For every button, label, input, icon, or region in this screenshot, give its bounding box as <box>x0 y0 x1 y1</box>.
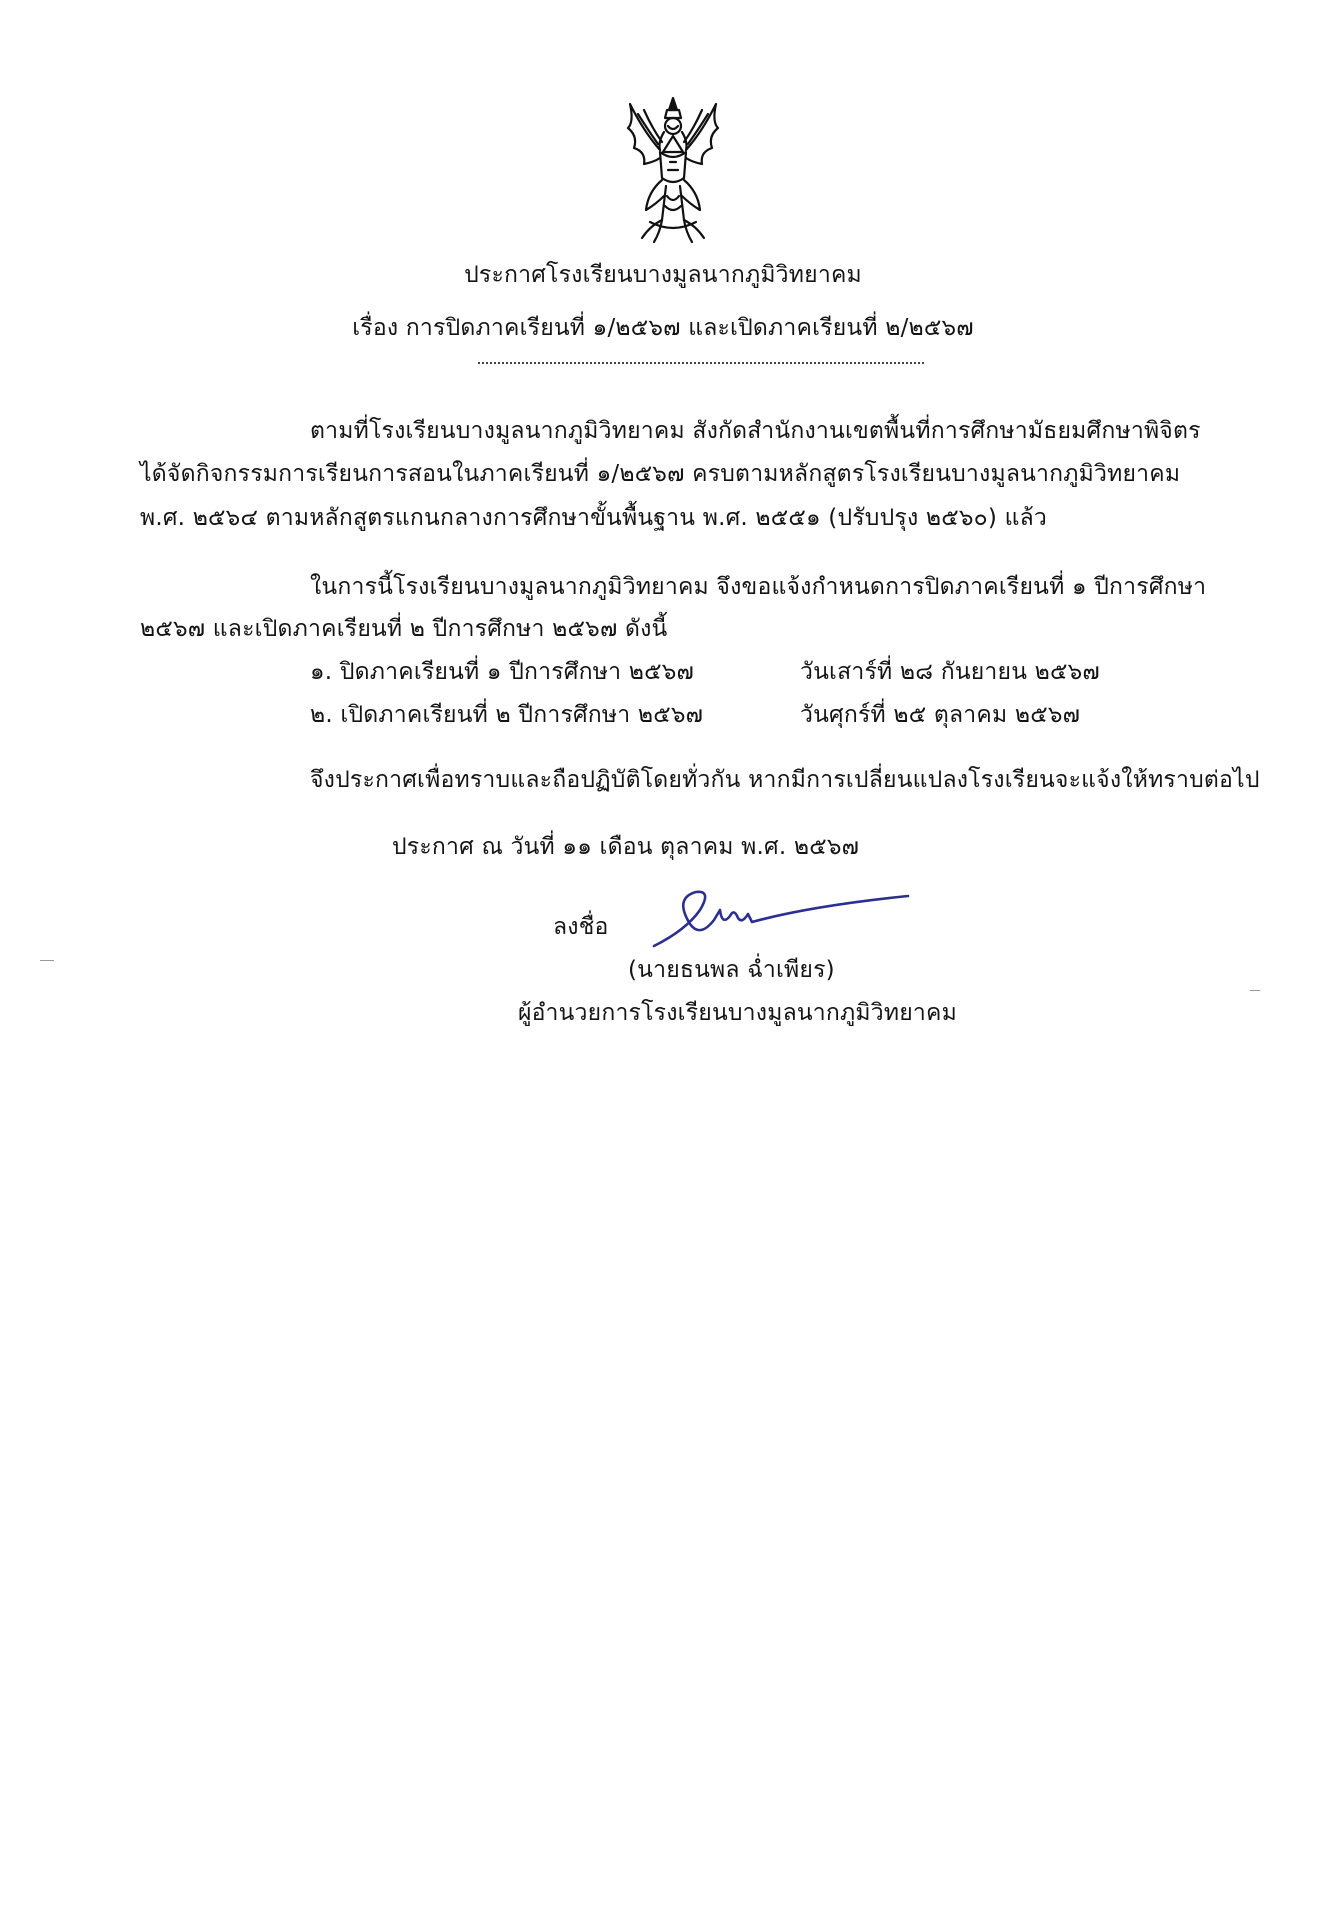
scan-speck <box>40 960 54 961</box>
scan-speck <box>1250 990 1260 991</box>
signatory-position: ผู้อำนวยการโรงเรียนบางมูลนากภูมิวิทยาคม <box>518 1000 957 1026</box>
schedule-item-2: ๒. เปิดภาคเรียนที่ ๒ ปีการศึกษา ๒๕๖๗ <box>310 702 704 728</box>
para1-line2: ได้จัดกิจกรรมการเรียนการสอนในภาคเรียนที่ ๑/๒๕๖๗ ครบตามหลักสูตรโรงเรียนบางมูลนากภูมิวิทยาคม <box>140 461 1181 487</box>
signature-label: ลงชื่อ <box>553 914 609 940</box>
dotted-divider <box>478 362 924 364</box>
garuda-emblem-icon <box>620 92 726 248</box>
schedule-item-1: ๑. ปิดภาคเรียนที่ ๑ ปีการศึกษา ๒๕๖๗ <box>310 659 694 685</box>
announcement-title: ประกาศโรงเรียนบางมูลนากภูมิวิทยาคม <box>464 262 862 288</box>
para1-line1: ตามที่โรงเรียนบางมูลนากภูมิวิทยาคม สังกัดสำนักงานเขตพื้นที่การศึกษามัธยมศึกษาพิจิตร <box>310 418 1201 444</box>
para3-closing: จึงประกาศเพื่อทราบและถือปฏิบัติโดยทั่วกัน หากมีการเปลี่ยนแปลงโรงเรียนจะแจ้งให้ทราบต่อไป <box>310 767 1260 793</box>
schedule-date-1: วันเสาร์ที่ ๒๘ กันยายน ๒๕๖๗ <box>800 659 1100 685</box>
para1-line3: พ.ศ. ๒๕๖๔ ตามหลักสูตรแกนกลางการศึกษาขั้นพื้นฐาน พ.ศ. ๒๕๕๑ (ปรับปรุง ๒๕๖๐) แล้ว <box>140 505 1048 531</box>
announce-date: ประกาศ ณ วันที่ ๑๑ เดือน ตุลาคม พ.ศ. ๒๕๖๗ <box>392 834 860 860</box>
signature-scribble <box>640 880 920 960</box>
schedule-date-2: วันศุกร์ที่ ๒๕ ตุลาคม ๒๕๖๗ <box>800 702 1081 728</box>
signatory-name: (นายธนพล ฉ่ำเพียร) <box>628 957 835 983</box>
announcement-subject: เรื่อง การปิดภาคเรียนที่ ๑/๒๕๖๗ และเปิดภาคเรียนที่ ๒/๒๕๖๗ <box>352 315 974 341</box>
para2-line1: ในการนี้โรงเรียนบางมูลนากภูมิวิทยาคม จึงขอแจ้งกำหนดการปิดภาคเรียนที่ ๑ ปีการศึกษา <box>310 574 1207 600</box>
para2-line2: ๒๕๖๗ และเปิดภาคเรียนที่ ๒ ปีการศึกษา ๒๕๖๗ ดังนี้ <box>140 616 668 642</box>
